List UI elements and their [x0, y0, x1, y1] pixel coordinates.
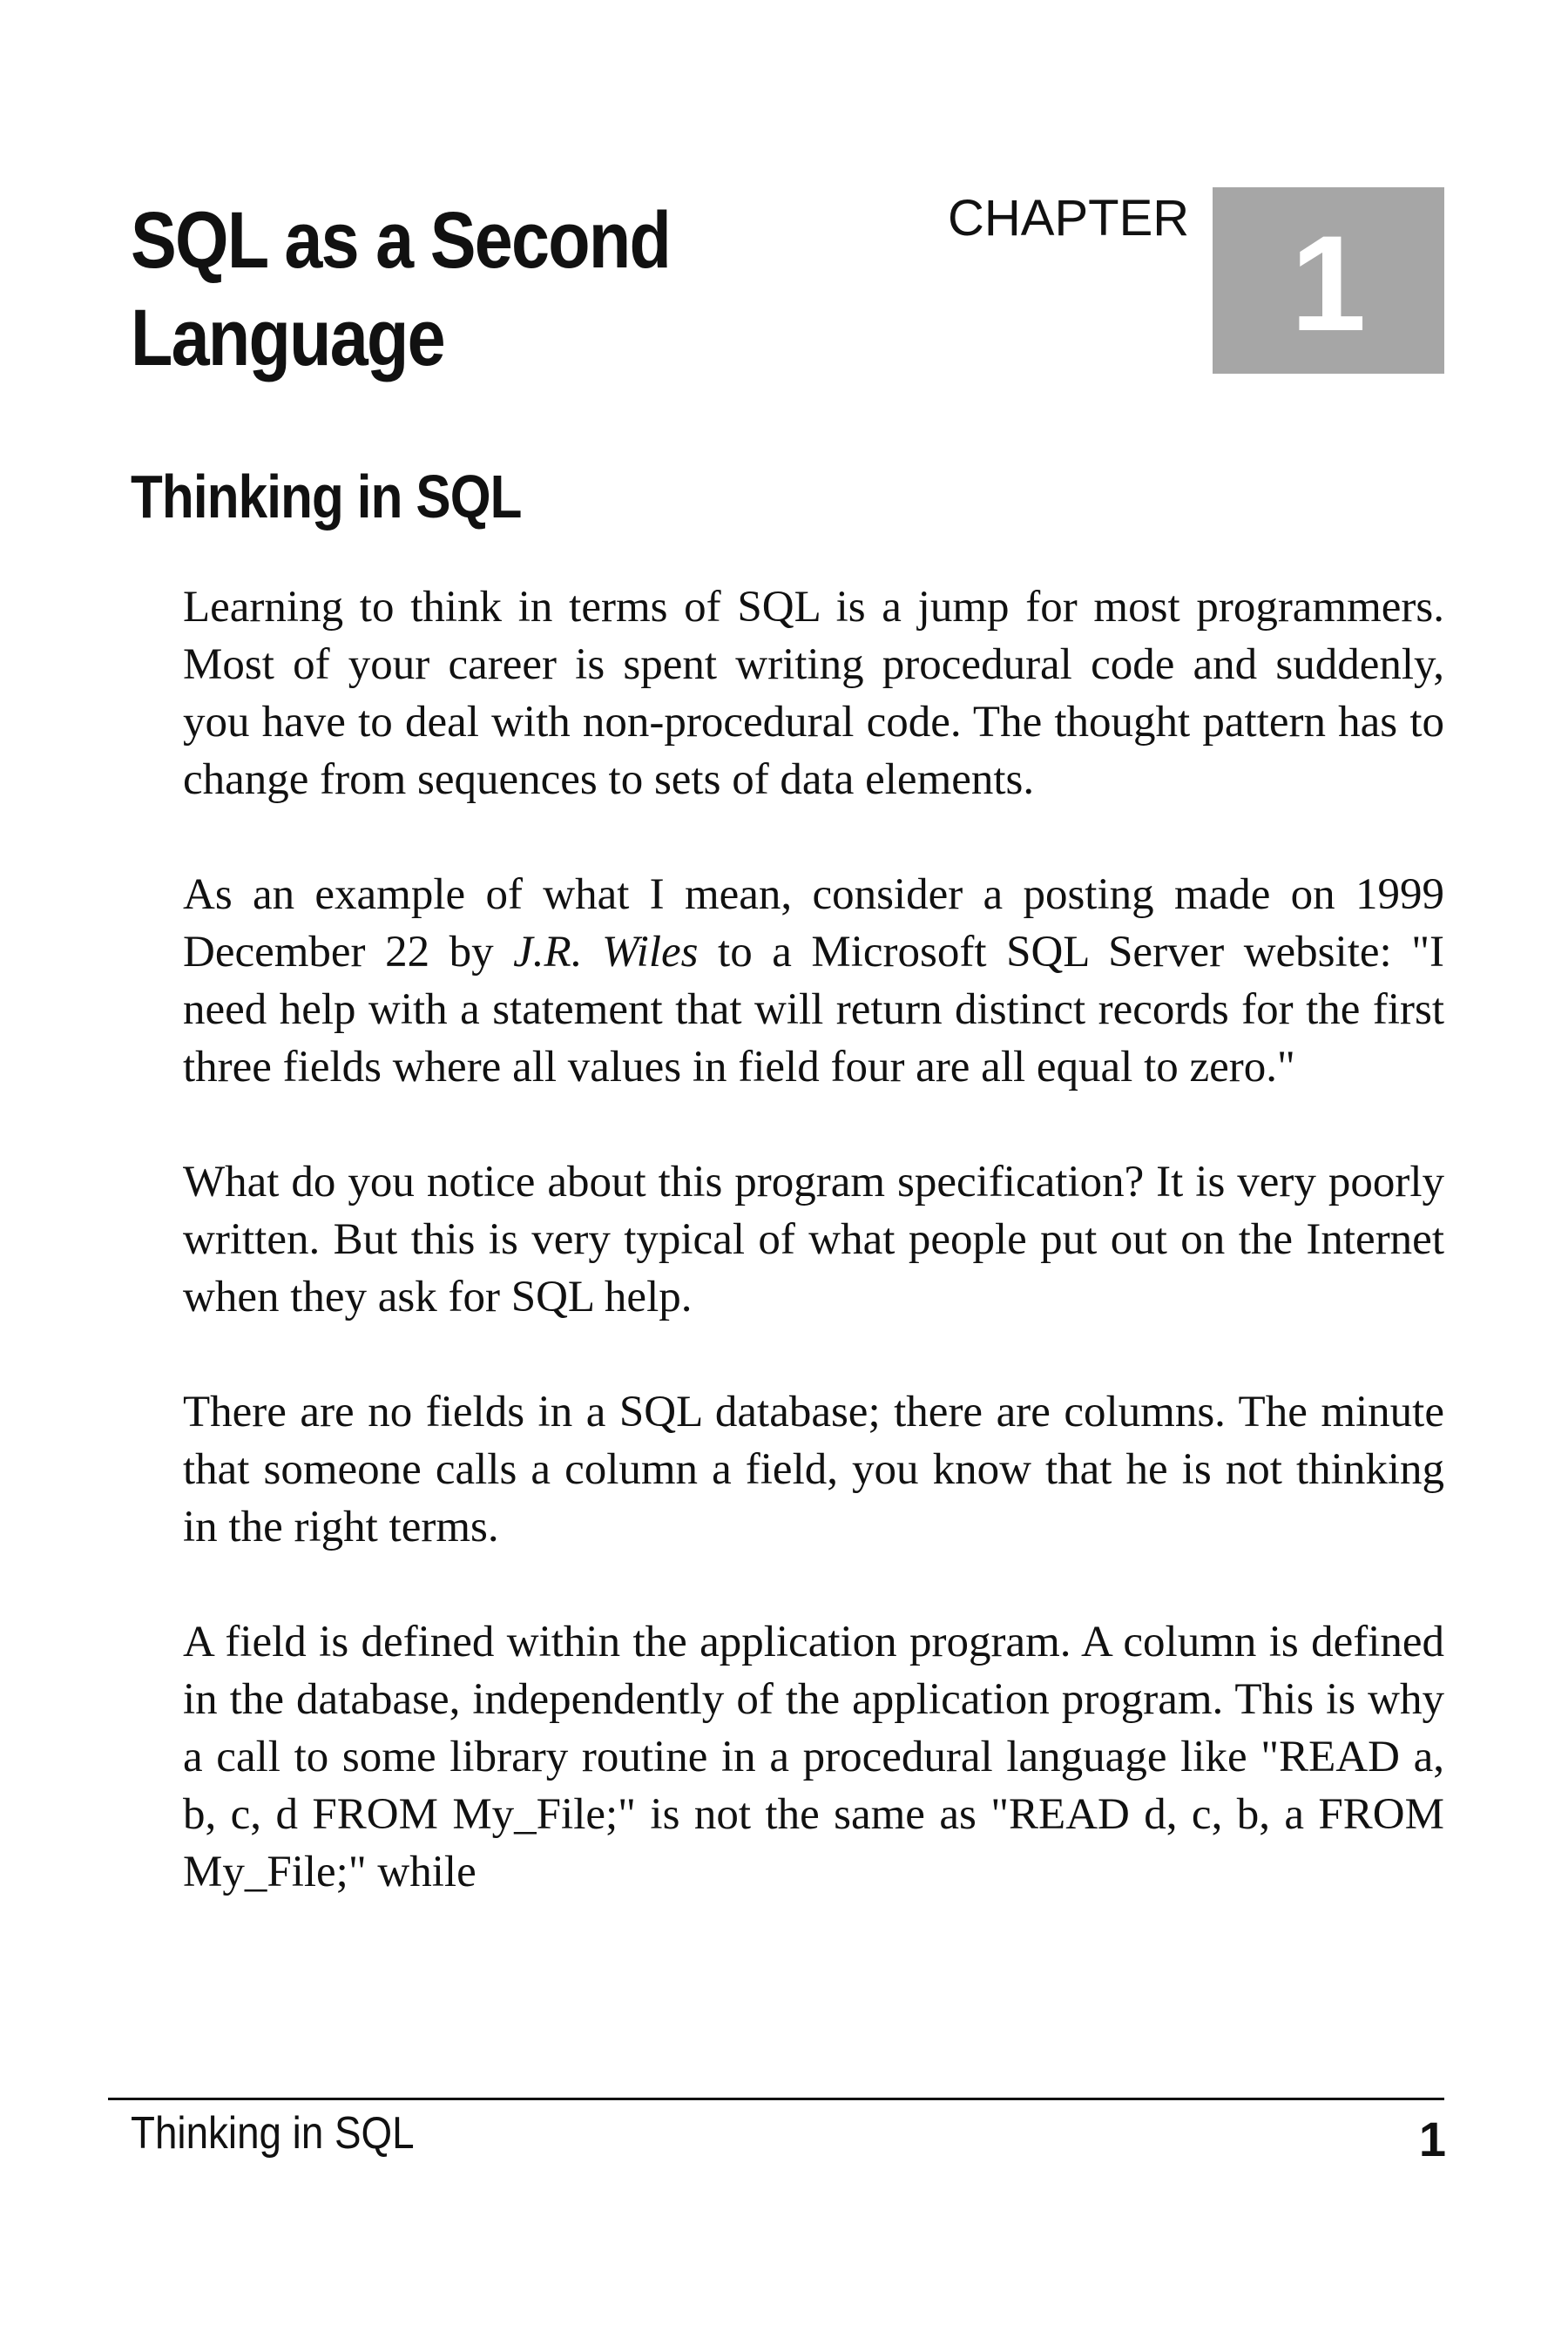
paragraph-2 [183, 866, 1444, 1096]
paragraph-4: There are no fields in a SQL database; there are columns. The minute that someone calls a column a field, you know that he is not thinking in the right terms. [183, 1388, 1444, 1551]
paragraph-1: Learning to think in terms of SQL is a jump for most programmers. Most of your career is spent writing procedural code and suddenly, you have to deal with non-procedural code. The thought pattern has to change from sequences to sets of data elements. [183, 583, 1444, 804]
footer-page-number: 1 [1418, 2112, 1446, 2166]
footer-running-title: Thinking in SQL [131, 2108, 415, 2159]
paragraph-2-rest: to a Microsoft SQL Server website: "I need help with a statement that will return distinct records for the first three fields where all values in field four are all equal to zero." [183, 928, 1445, 1092]
author-name: J.R. Wiles [513, 928, 699, 977]
chapter-title: SQL as a Second Language [131, 196, 671, 382]
body-text [183, 578, 1444, 1958]
chapter-number-box [1213, 187, 1444, 374]
chapter-number: 1 [1290, 208, 1367, 360]
paragraph-3: What do you notice about this program specification? It is very poorly written. But this is very typical of what people put out on the Internet when they ask for SQL help. [183, 1158, 1444, 1321]
chapter-label: CHAPTER [948, 190, 1190, 247]
paragraph-5: A field is defined within the application program. A column is defined in the database, independently of the application program. This is why a call to some library routine in a procedural language like "READ a, b, c, d FROM My_File;" is not the same as "READ d, c, b, a FROM My_File;" while [183, 1618, 1444, 1896]
section-heading: Thinking in SQL [131, 463, 522, 531]
paragraph-2-lead: As an example of what I mean, consider a posting made on 1999 December 22 by [183, 870, 1444, 977]
footer-divider [108, 2098, 1444, 2100]
